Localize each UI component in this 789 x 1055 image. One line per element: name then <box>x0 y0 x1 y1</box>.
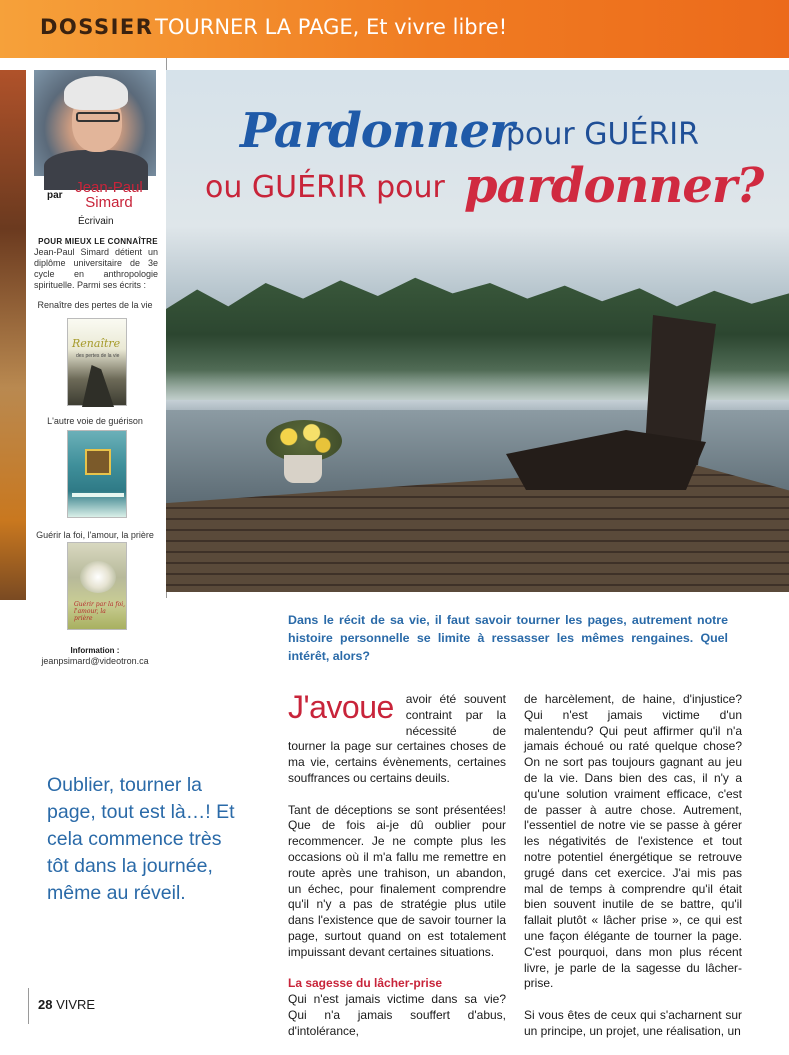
header-band <box>0 0 789 58</box>
book-cover-1 <box>67 318 127 406</box>
footer-divider <box>28 988 29 1024</box>
title-line1-sans: pour GUÉRIR <box>506 117 699 152</box>
author-email[interactable]: jeanpsimard@videotron.ca <box>41 656 149 666</box>
book-cover-2 <box>67 430 127 518</box>
body-column-2 <box>524 692 742 1055</box>
page-footer <box>38 997 95 1012</box>
magazine-name: VIVRE <box>56 997 96 1012</box>
dropcap: J'avoue <box>288 689 394 725</box>
title-line1-script: Pardonner <box>240 103 514 159</box>
article-lede: Dans le récit de sa vie, il faut savoir tourner les pages, autrement notre histoire personnelle se limite à ressasser les mêmes rengaines. Quel intérêt, alors? <box>288 613 728 663</box>
section-kicker: DOSSIER <box>40 15 154 39</box>
bio-heading: POUR MIEUX LE CONNAÎTRE <box>38 237 158 246</box>
book-title-3: Guérir la foi, l'amour, la prière <box>36 530 154 540</box>
author-name: Jean-Paul Simard <box>75 179 143 211</box>
book-cover-1-subtitle: des pertes de la vie <box>76 353 120 359</box>
body-paragraph-1-text: avoir été souvent contraint par la nécessité de tourner la page sur certaines choses de ma vie, certains évènements, certaines souffrances ou certains deuils. <box>288 692 506 785</box>
title-line2-script: pardonner? <box>464 158 764 214</box>
bio-text: Jean-Paul Simard détient un diplôme universitaire de 3e cycle en anthropologie spirituelle. Parmi ses écrits : <box>34 247 158 290</box>
page-number: 28 <box>38 997 53 1012</box>
author-role: Écrivain <box>78 216 114 227</box>
title-line2-sans: ou GUÉRIR pour <box>205 170 445 205</box>
body-paragraph-3: Qui n'est jamais victime dans sa vie? Qui n'a jamais souffert d'abus, d'intolérance, <box>288 992 506 1038</box>
body-paragraph-1 <box>288 689 506 787</box>
book-title-2: L'autre voie de guérison <box>47 416 143 426</box>
book-title-1: Renaître des pertes de la vie <box>37 300 153 310</box>
info-heading: Information : <box>70 646 120 655</box>
body-paragraph-2: Tant de déceptions se sont présentées! Que de fois ai-je dû oublier pour recommencer. Je ne compte plus les occasions où il m'a fallu me remettre en route après une trahison, un abandon, un échec, pour finalement comprendre qu'il n'y a pas de stratégie plus utile dans l'existence que de savoir tourner la page, surtout quand on est totalement impuissant devant certaines situations. <box>288 802 506 959</box>
book-cover-1-title: Renaître <box>72 337 121 350</box>
left-photo-strip <box>0 70 26 600</box>
body-paragraph-4: de harcèlement, de haine, d'injustice? Qui n'est jamais victime d'un malentendu? Qui peut affirmer qu'il n'a jamais échoué ou raté quelque chose? On ne sort pas toujours gagnant au jeu de la vie. Dans bien des cas, il n'y a qu'une solution vraiment efficace, c'est de passer à autre chose. Autrement, l'essentiel de notre vie se passe à gérer les négativités de l'existence et tout notre potentiel énergétique se retrouve grugé dans cet exercice. J'ai mis pas mal de temps à comprendre qu'il était bien souvent inutile de se battre, qu'il fallait plutôt « lâcher prise », ce qui est une façon élégante de tourner la page. C'est pourquoi, dans mon plus récent livre, je parle de la sagesse du lâcher-prise. <box>524 692 742 991</box>
section-title: TOURNER LA PAGE, Et vivre libre! <box>155 15 508 39</box>
pull-quote: Oublier, tourner la page, tout est là…! Et cela commence très tôt dans la journée, même au réveil. <box>47 774 235 904</box>
book-cover-3 <box>67 542 127 630</box>
book-cover-3-title: Guérir par la foi, l'amour, la prière <box>74 601 126 622</box>
byline-prefix: par <box>47 190 63 201</box>
author-portrait <box>34 70 156 176</box>
body-column-1 <box>288 689 506 1055</box>
body-paragraph-5: Si vous êtes de ceux qui s'acharnent sur un principe, un projet, une réalisation, un <box>524 1007 742 1038</box>
subhead: La sagesse du lâcher-prise <box>288 976 443 991</box>
